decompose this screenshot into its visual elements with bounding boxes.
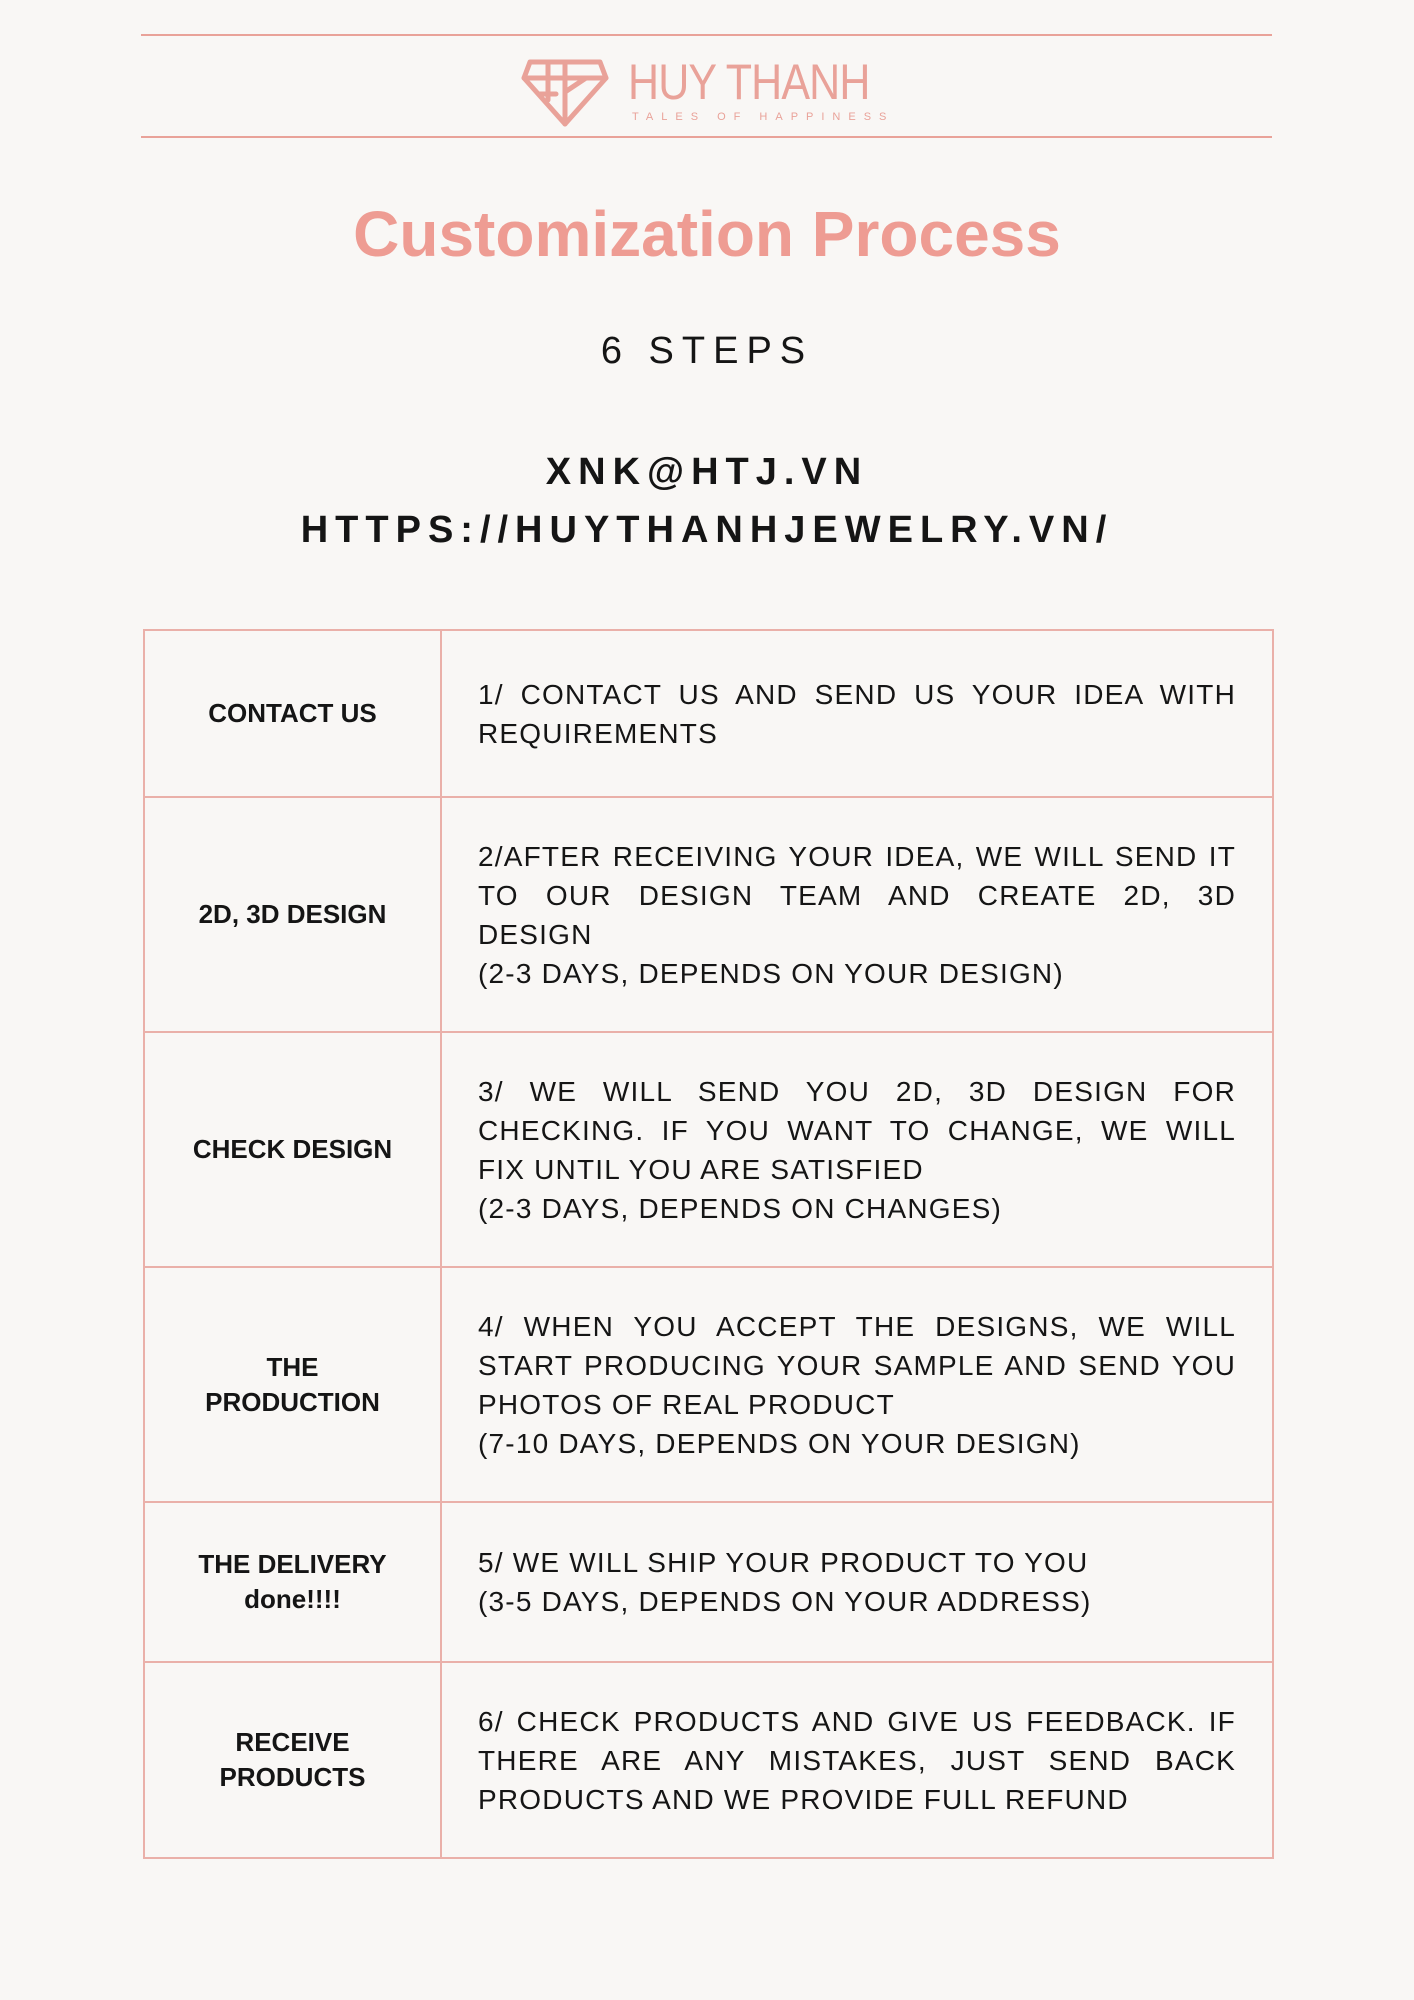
step-desc-cell	[441, 1502, 1273, 1662]
header-top-divider	[141, 34, 1272, 36]
step-desc-line: 6/ CHECK PRODUCTS AND GIVE US FEEDBACK. IF	[478, 1705, 1236, 1737]
step-desc-line: CHECKING. IF YOU WANT TO CHANGE, WE WILL	[478, 1114, 1236, 1146]
step-description	[442, 837, 1272, 993]
step-desc-line: START PRODUCING YOUR SAMPLE AND SEND YOU	[478, 1349, 1236, 1381]
step-desc-cell	[441, 1032, 1273, 1267]
step-row-design	[144, 797, 1273, 1032]
step-row-receive	[144, 1662, 1273, 1858]
step-desc-line: (2-3 DAYS, DEPENDS ON CHANGES)	[478, 1192, 1003, 1224]
step-label-cell	[144, 1032, 441, 1267]
step-desc-cell	[441, 630, 1273, 797]
step-desc-line: THERE ARE ANY MISTAKES, JUST SEND BACK	[478, 1744, 1236, 1776]
step-label-line: THE	[266, 1351, 319, 1382]
step-row-production	[144, 1267, 1273, 1502]
step-description	[442, 1072, 1272, 1228]
step-desc-line: 3/ WE WILL SEND YOU 2D, 3D DESIGN FOR	[478, 1075, 1236, 1107]
contact-website: HTTPS://HUYTHANHJEWELRY.VN/	[300, 509, 1114, 551]
step-label-line: CONTACT US	[208, 698, 377, 728]
step-desc-line: 5/ WE WILL SHIP YOUR PRODUCT TO YOU	[478, 1547, 1089, 1578]
step-description	[442, 1307, 1272, 1463]
step-desc-line: 2/AFTER RECEIVING YOUR IDEA, WE WILL SEND IT	[478, 840, 1236, 872]
step-desc-line: (2-3 DAYS, DEPENDS ON YOUR DESIGN)	[478, 957, 1064, 989]
step-desc-line: (7-10 DAYS, DEPENDS ON YOUR DESIGN)	[478, 1427, 1081, 1459]
step-desc-line: DESIGN	[478, 918, 593, 950]
step-row-delivery	[144, 1502, 1273, 1662]
step-label	[145, 1132, 440, 1167]
brand-tagline: TALES OF HAPPINESS	[632, 111, 895, 123]
step-desc-cell	[441, 797, 1273, 1032]
step-description	[442, 675, 1272, 753]
step-row-check-design	[144, 1032, 1273, 1267]
step-description	[442, 1702, 1272, 1819]
step-label-cell	[144, 1662, 441, 1858]
step-label	[145, 897, 440, 932]
header-bottom-divider	[141, 136, 1272, 138]
step-label-cell	[144, 1267, 441, 1502]
step-label	[145, 696, 440, 731]
brand-name: HUY THANH	[628, 54, 870, 110]
steps-table	[143, 629, 1274, 1859]
step-label-line: PRODUCTION	[205, 1386, 380, 1417]
step-label	[145, 1547, 440, 1617]
step-label-line: RECEIVE	[235, 1727, 350, 1757]
step-desc-line: TO OUR DESIGN TEAM AND CREATE 2D, 3D	[478, 879, 1236, 911]
step-desc-line: 4/ WHEN YOU ACCEPT THE DESIGNS, WE WILL	[478, 1310, 1236, 1342]
step-label-line: CHECK DESIGN	[192, 1134, 393, 1164]
step-label	[145, 1350, 440, 1420]
step-label	[145, 1725, 440, 1795]
step-label-line: 2D, 3D DESIGN	[198, 899, 387, 929]
brand-logo	[520, 52, 900, 130]
step-label-cell	[144, 797, 441, 1032]
contact-email: XNK@HTJ.VN	[545, 451, 869, 493]
step-label-cell	[144, 1502, 441, 1662]
step-desc-line: REQUIREMENTS	[478, 717, 718, 749]
page-subtitle: 6 STEPS	[600, 330, 814, 372]
step-desc-line: PHOTOS OF REAL PRODUCT	[478, 1388, 895, 1420]
step-desc-cell	[441, 1267, 1273, 1502]
step-row-contact	[144, 630, 1273, 797]
step-label-line: done!!!!	[244, 1584, 341, 1614]
step-desc-line: PRODUCTS AND WE PROVIDE FULL REFUND	[478, 1783, 1129, 1815]
step-label-line: PRODUCTS	[219, 1762, 366, 1792]
step-desc-line: (3-5 DAYS, DEPENDS ON YOUR ADDRESS)	[478, 1586, 1092, 1617]
diamond-logo-icon	[520, 52, 610, 128]
step-label-cell	[144, 630, 441, 797]
step-description	[442, 1543, 1272, 1621]
page-title: Customization Process	[353, 198, 1061, 270]
step-desc-cell	[441, 1662, 1273, 1858]
step-label-line: THE DELIVERY	[198, 1549, 387, 1579]
step-desc-line: 1/ CONTACT US AND SEND US YOUR IDEA WITH	[478, 678, 1236, 710]
step-desc-line: FIX UNTIL YOU ARE SATISFIED	[478, 1153, 924, 1185]
